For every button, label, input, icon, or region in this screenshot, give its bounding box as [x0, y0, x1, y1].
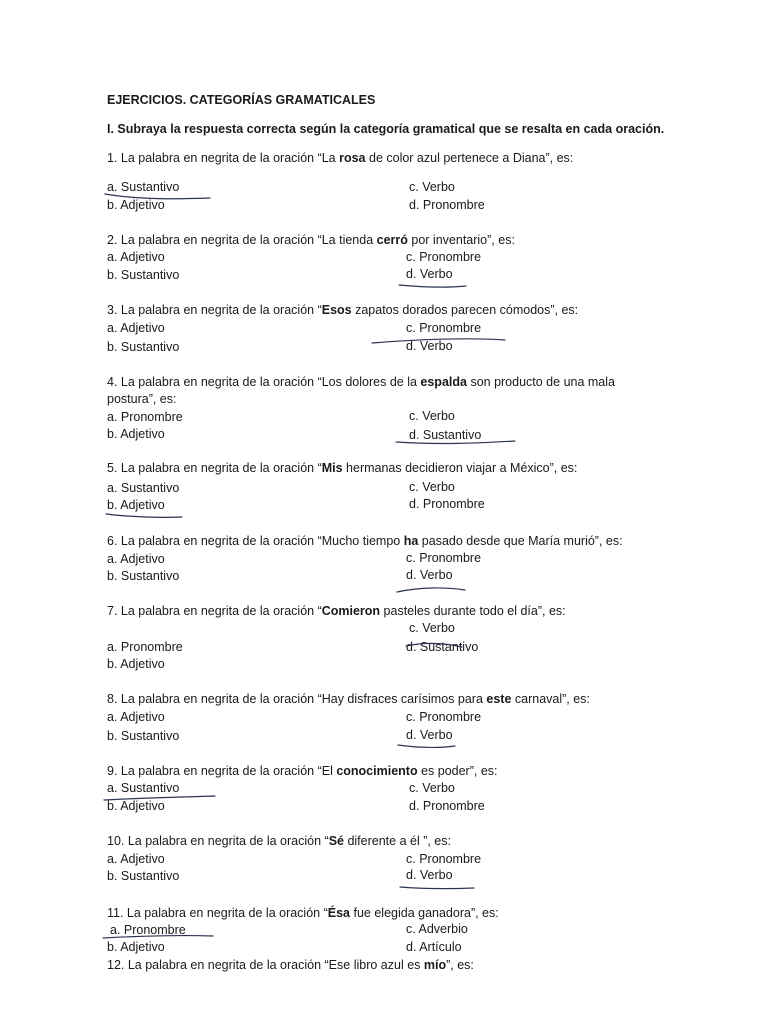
option-a[interactable]: a. Adjetivo: [107, 710, 165, 724]
option-d[interactable]: d. Verbo: [406, 728, 453, 742]
option-a[interactable]: a. Adjetivo: [107, 552, 165, 566]
option-c[interactable]: c. Pronombre: [406, 710, 482, 724]
question-11-text: 11. La palabra en negrita de la oración “Ésa fue elegida ganadora”, es:: [107, 906, 499, 920]
option-a[interactable]: a. Pronombre: [107, 640, 183, 654]
option-a[interactable]: a. Pronombre: [107, 410, 183, 424]
option-d[interactable]: d. Pronombre: [409, 799, 485, 813]
underline-mark: [397, 588, 465, 592]
underline-mark: [400, 887, 474, 889]
option-b[interactable]: b. Sustantivo: [107, 869, 180, 883]
option-b[interactable]: b. Sustantivo: [107, 729, 180, 743]
question-10-text: 10. La palabra en negrita de la oración “Sé diferente a él ”, es:: [107, 834, 451, 848]
underline-mark: [398, 745, 455, 747]
option-b[interactable]: b. Adjetivo: [107, 799, 165, 813]
option-a[interactable]: a. Pronombre: [110, 923, 186, 937]
option-a[interactable]: a. Adjetivo: [107, 852, 165, 866]
option-c[interactable]: c. Pronombre: [406, 250, 482, 264]
option-d[interactable]: d. Pronombre: [409, 198, 485, 212]
question-1-text: 1. La palabra en negrita de la oración “La rosa de color azul pertenece a Diana”, es:: [107, 151, 574, 165]
document-title: EJERCICIOS. CATEGORÍAS GRAMATICALES: [107, 93, 376, 107]
question-6-text: 6. La palabra en negrita de la oración “Mucho tiempo ha pasado desde que María murió”, es:: [107, 534, 623, 548]
option-c[interactable]: c. Pronombre: [406, 321, 482, 335]
option-c[interactable]: c. Verbo: [409, 480, 455, 494]
option-c[interactable]: c. Pronombre: [406, 852, 482, 866]
option-c[interactable]: c. Pronombre: [406, 551, 482, 565]
option-b[interactable]: b. Adjetivo: [107, 427, 165, 441]
option-b[interactable]: b. Sustantivo: [107, 569, 180, 583]
instruction-text: I. Subraya la respuesta correcta según la categoría gramatical que se resalta en cada oración.: [107, 122, 665, 136]
option-b[interactable]: b. Adjetivo: [107, 498, 165, 512]
option-b[interactable]: b. Adjetivo: [107, 198, 165, 212]
option-d[interactable]: d. Sustantivo: [406, 640, 479, 654]
option-c[interactable]: c. Verbo: [409, 180, 455, 194]
option-d[interactable]: d. Verbo: [406, 339, 453, 353]
option-b[interactable]: b. Sustantivo: [107, 340, 180, 354]
question-7-text: 7. La palabra en negrita de la oración “Comieron pasteles durante todo el día”, es:: [107, 604, 566, 618]
option-a[interactable]: a. Sustantivo: [107, 481, 180, 495]
underline-mark: [399, 285, 466, 287]
question-5-text: 5. La palabra en negrita de la oración “Mis hermanas decidieron viajar a México”, es:: [107, 461, 578, 475]
option-d[interactable]: d. Pronombre: [409, 497, 485, 511]
option-a[interactable]: a. Sustantivo: [107, 781, 180, 795]
option-c[interactable]: c. Adverbio: [406, 922, 468, 936]
question-2-text: 2. La palabra en negrita de la oración “La tienda cerró por inventario”, es:: [107, 233, 515, 247]
option-d[interactable]: d. Verbo: [406, 267, 453, 281]
underline-mark: [106, 514, 182, 517]
option-a[interactable]: a. Sustantivo: [107, 180, 180, 194]
option-a[interactable]: a. Adjetivo: [107, 250, 165, 264]
question-4-continuation: postura”, es:: [107, 392, 177, 406]
option-b[interactable]: b. Adjetivo: [107, 657, 165, 671]
option-d[interactable]: d. Verbo: [406, 568, 453, 582]
question-8-text: 8. La palabra en negrita de la oración “Hay disfraces carísimos para este carnaval”, es:: [107, 692, 590, 706]
option-c[interactable]: c. Verbo: [409, 781, 455, 795]
option-c[interactable]: c. Verbo: [409, 409, 455, 423]
question-12-text: 12. La palabra en negrita de la oración “Ese libro azul es mío”, es:: [107, 958, 474, 972]
option-b[interactable]: b. Adjetivo: [107, 940, 165, 954]
option-d[interactable]: d. Verbo: [406, 868, 453, 882]
option-d[interactable]: d. Sustantivo: [409, 428, 482, 442]
option-b[interactable]: b. Sustantivo: [107, 268, 180, 282]
question-4-text: 4. La palabra en negrita de la oración “Los dolores de la espalda son producto de una mala: [107, 375, 615, 389]
option-a[interactable]: a. Adjetivo: [107, 321, 165, 335]
question-9-text: 9. La palabra en negrita de la oración “El conocimiento es poder”, es:: [107, 764, 498, 778]
option-d[interactable]: d. Artículo: [406, 940, 462, 954]
option-c[interactable]: c. Verbo: [409, 621, 455, 635]
question-3-text: 3. La palabra en negrita de la oración “Esos zapatos dorados parecen cómodos”, es:: [107, 303, 579, 317]
